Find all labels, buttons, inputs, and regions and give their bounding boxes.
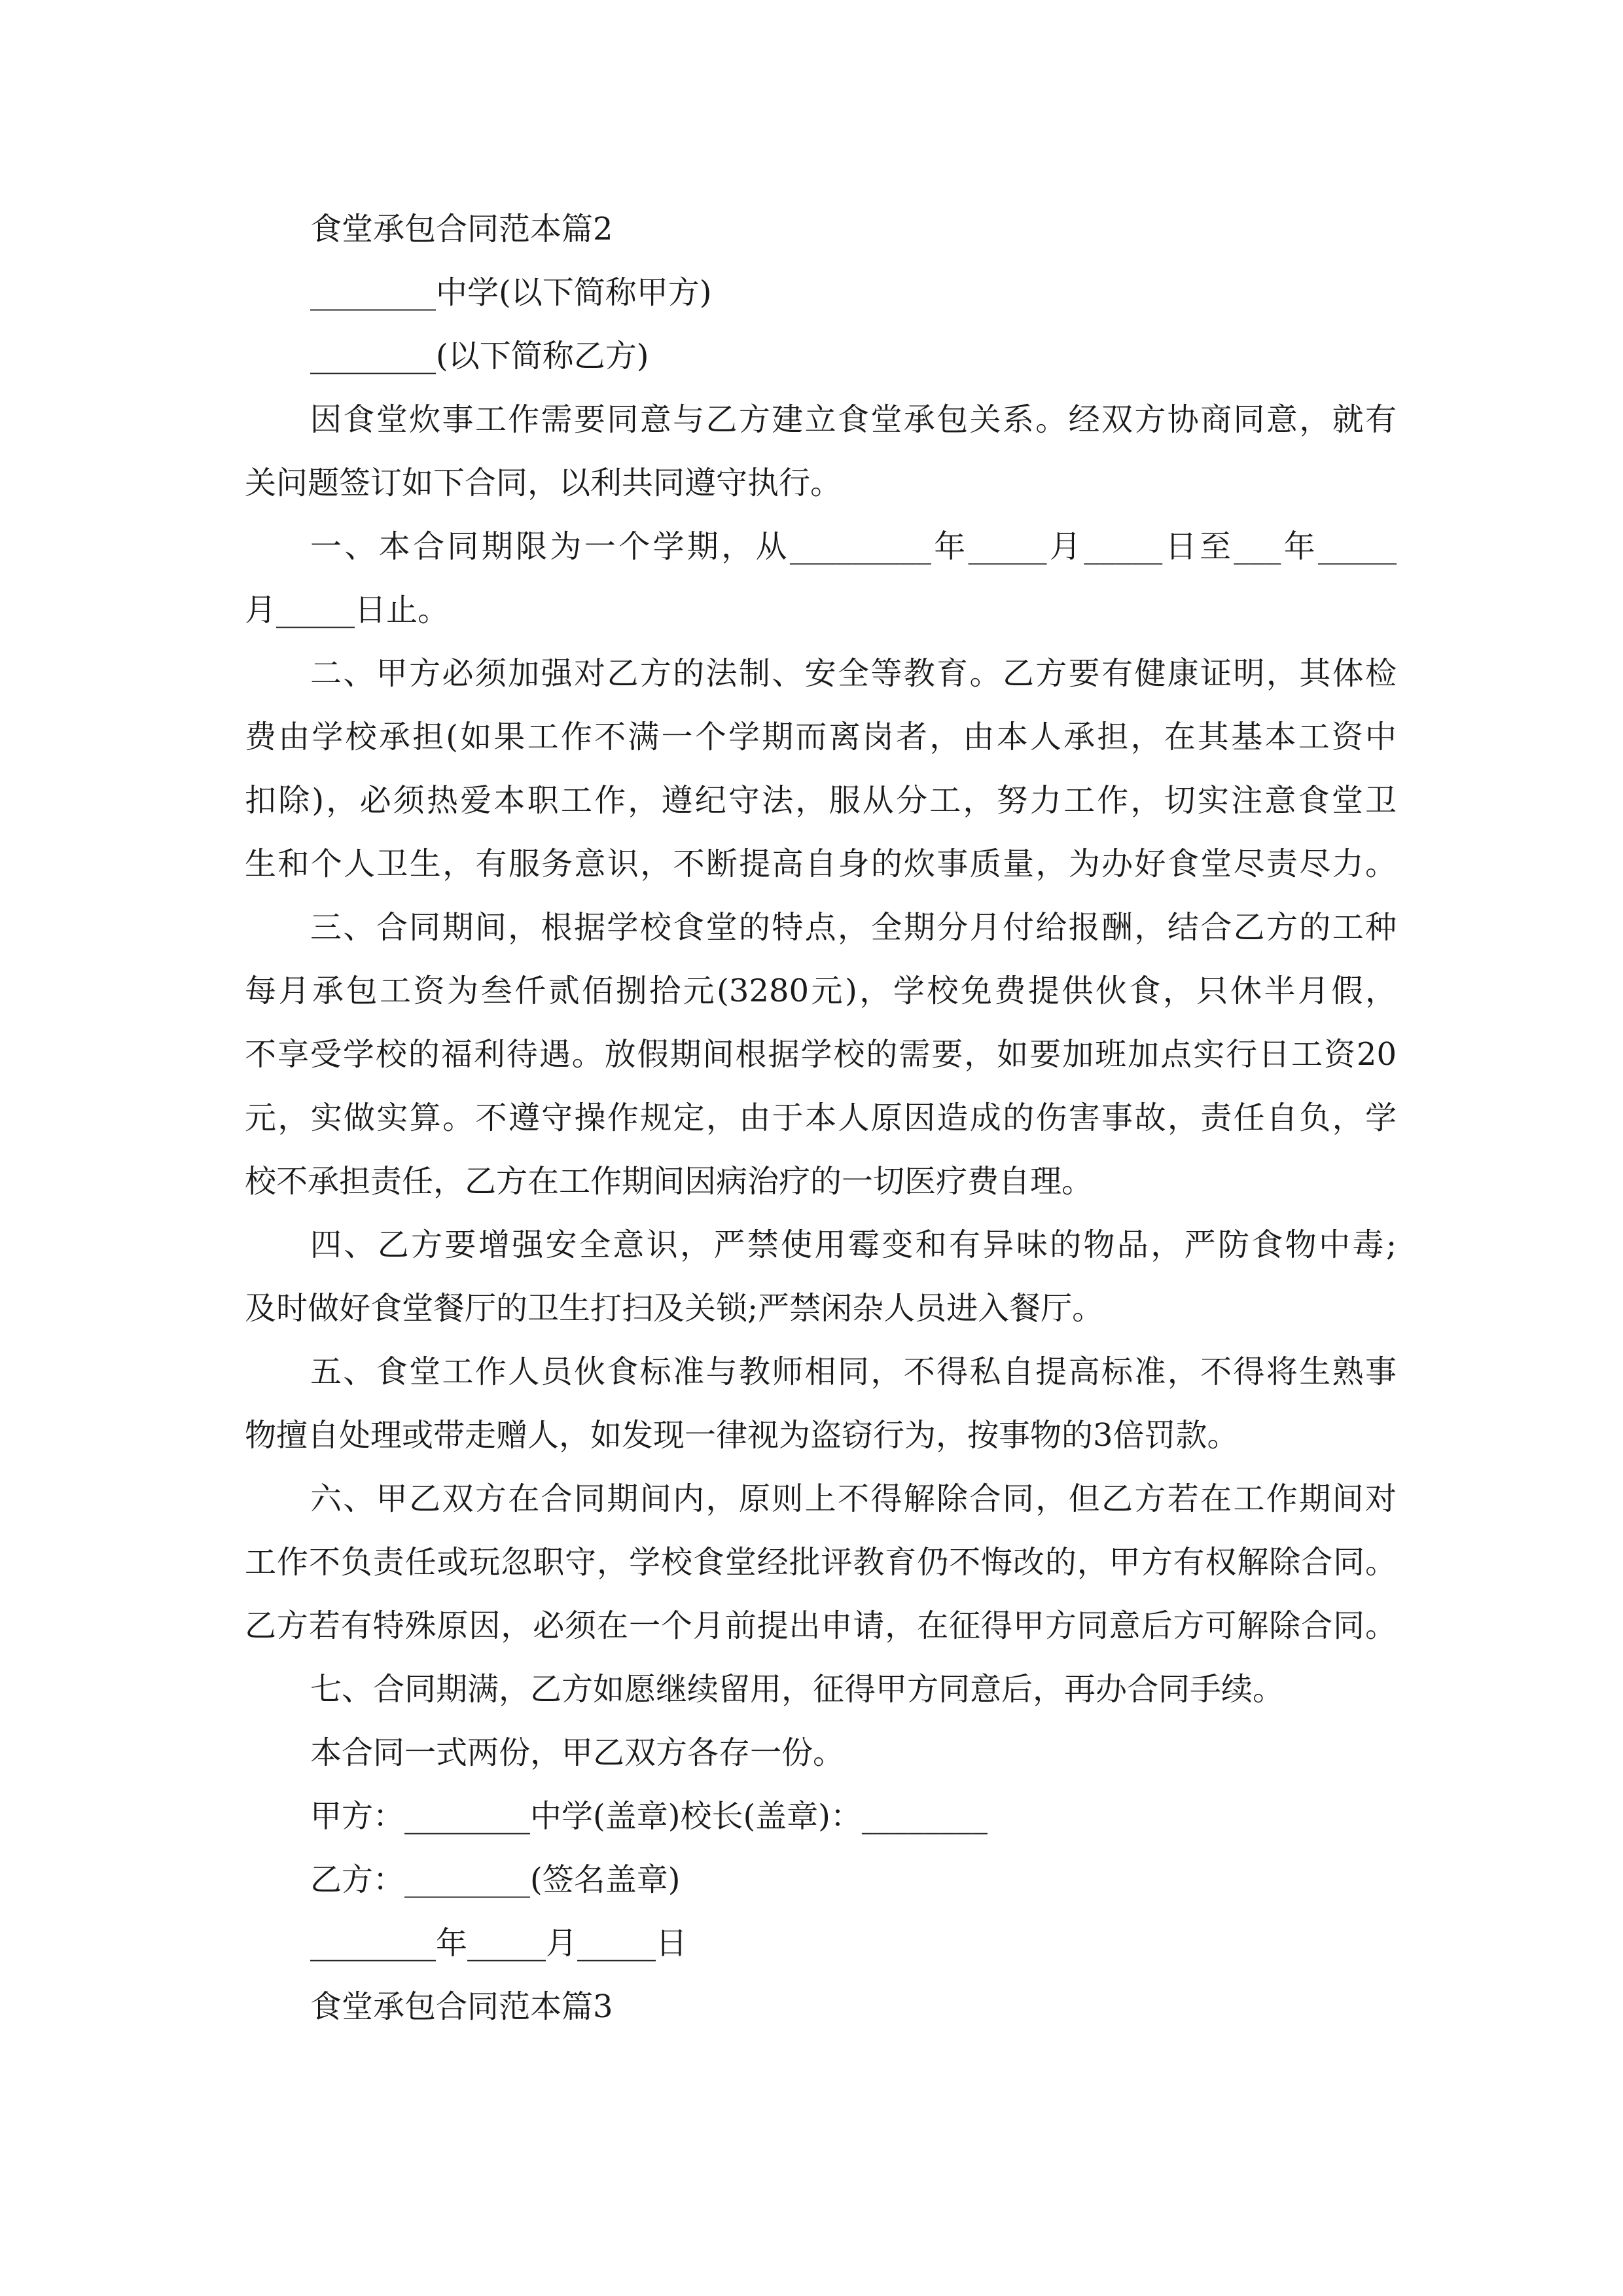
paragraph-line: 因食堂炊事工作需要同意与乙方建立食堂承包关系。经双方协商同意，就有 [310, 401, 1397, 438]
next-section-title: 食堂承包合同范本篇3 [310, 1988, 613, 2025]
paragraph-line: 一、本合同期限为一个学期，从_________年_____月_____日至___年_____ [310, 528, 1397, 565]
paragraph-line: 月_____日止。 [245, 592, 450, 628]
paragraph-line: 乙方若有特殊原因，必须在一个月前提出申请，在征得甲方同意后方可解除合同。 [245, 1607, 1397, 1644]
paragraph-line: 及时做好食堂餐厅的卫生打扫及关锁;严禁闲杂人员进入餐厅。 [245, 1290, 1104, 1327]
section-title: 食堂承包合同范本篇2 [310, 211, 613, 247]
paragraph-line: 物擅自处理或带走赠人，如发现一律视为盗窃行为，按事物的3倍罚款。 [245, 1417, 1239, 1454]
paragraph-line: 本合同一式两份，甲乙双方各存一份。 [310, 1734, 845, 1771]
paragraph-line: 二、甲方必须加强对乙方的法制、安全等教育。乙方要有健康证明，其体检 [310, 655, 1397, 692]
document-body [245, 198, 1397, 2039]
paragraph-line: 六、甲乙双方在合同期间内，原则上不得解除合同，但乙方若在工作期间对 [310, 1480, 1397, 1517]
date-line: ________年_____月_____日 [310, 1925, 688, 1962]
party-b-signature-line: 乙方：________(签名盖章) [310, 1861, 681, 1898]
paragraph-line: 关问题签订如下合同，以利共同遵守执行。 [245, 465, 842, 501]
paragraph-line: 七、合同期满，乙方如愿继续留用，征得甲方同意后，再办合同手续。 [310, 1671, 1285, 1708]
paragraph-line: 费由学校承担(如果工作不满一个学期而离岗者，由本人承担，在其基本工资中 [245, 719, 1397, 755]
paragraph-line: 元，实做实算。不遵守操作规定，由于本人原因造成的伤害事故，责任自负，学 [245, 1100, 1397, 1136]
paragraph-line: 每月承包工资为叁仟贰佰捌拾元(3280元)，学校免费提供伙食，只休半月假， [245, 973, 1397, 1009]
paragraph-line: 五、食堂工作人员伙食标准与教师相同，不得私自提高标准，不得将生熟事 [310, 1354, 1397, 1390]
paragraph-line: 三、合同期间，根据学校食堂的特点，全期分月付给报酬，结合乙方的工种 [310, 909, 1397, 946]
paragraph-line: 生和个人卫生，有服务意识，不断提高自身的炊事质量，为办好食堂尽责尽力。 [245, 846, 1397, 882]
paragraph-line: 不享受学校的福利待遇。放假期间根据学校的需要，如要加班加点实行日工资20 [245, 1036, 1397, 1073]
paragraph-line: 扣除)，必须热爱本职工作，遵纪守法，服从分工，努力工作，切实注意食堂卫 [245, 782, 1397, 819]
paragraph-line: 四、乙方要增强安全意识，严禁使用霉变和有异味的物品，严防食物中毒; [310, 1227, 1397, 1263]
paragraph-line: 校不承担责任，乙方在工作期间因病治疗的一切医疗费自理。 [245, 1163, 1094, 1200]
paragraph-line: 工作不负责任或玩忽职守，学校食堂经批评教育仍不悔改的，甲方有权解除合同。 [245, 1544, 1397, 1581]
party-b-line: ________(以下简称乙方) [310, 338, 649, 374]
party-a-signature-line: 甲方：________中学(盖章)校长(盖章)：________ [310, 1798, 988, 1835]
party-a-line: ________中学(以下简称甲方) [310, 274, 712, 311]
